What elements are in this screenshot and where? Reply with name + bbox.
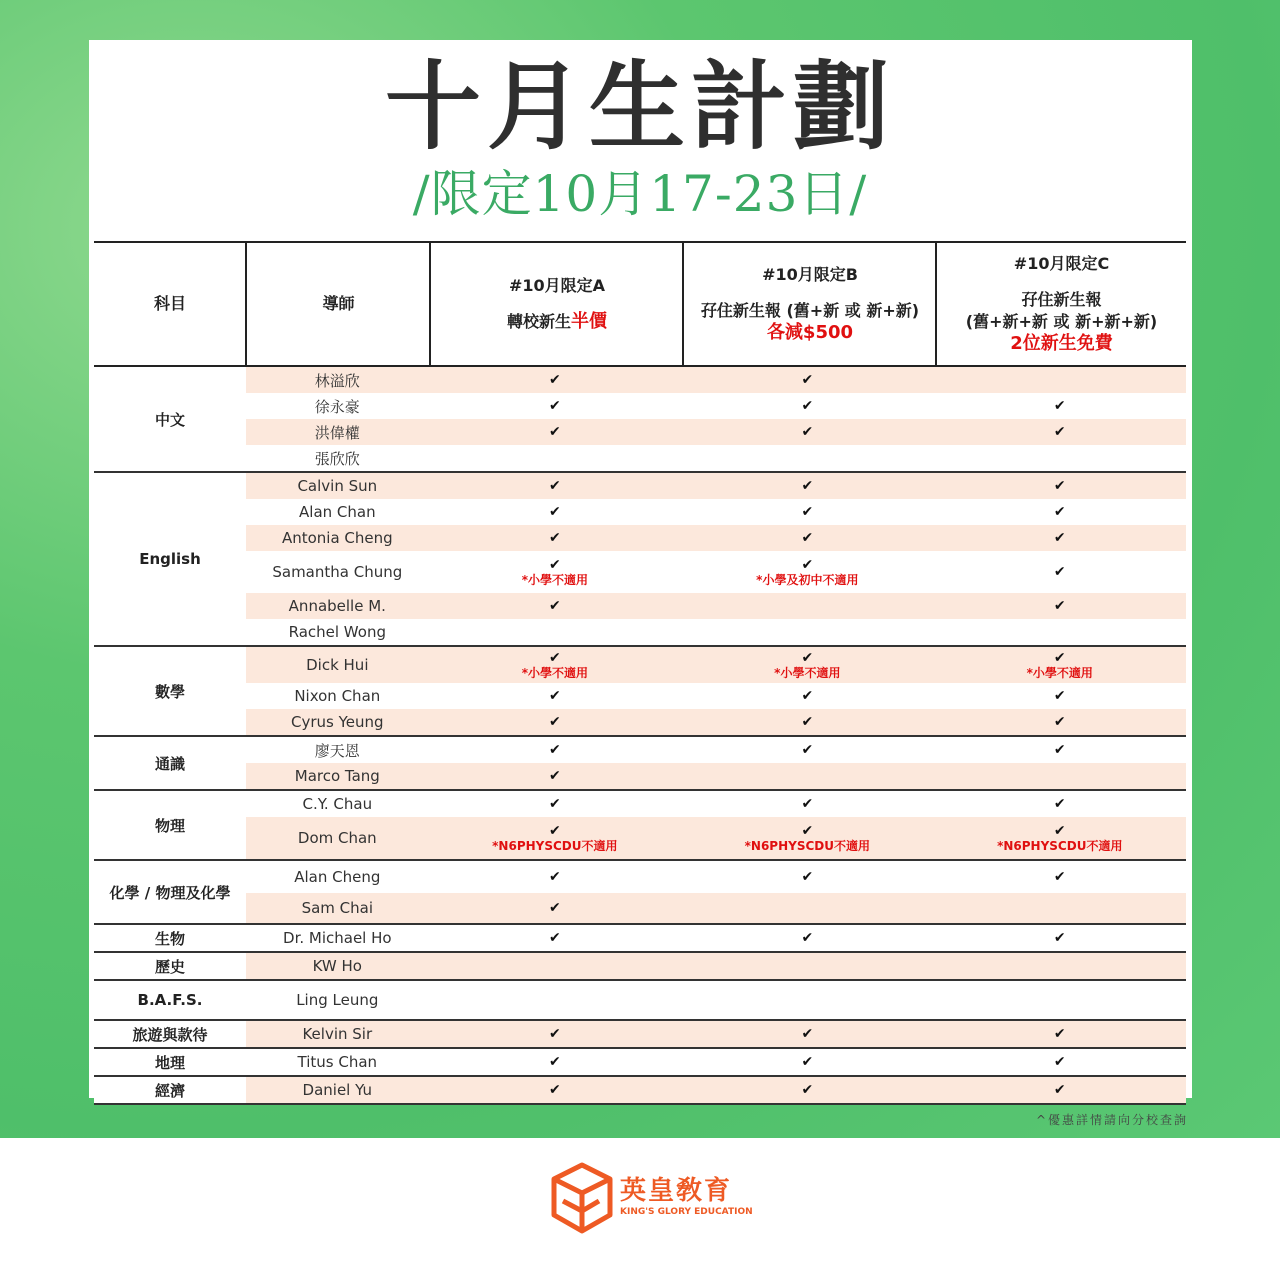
plan-a-cell — [429, 531, 681, 546]
exclusion-note: *N6PHYSCDU不適用 — [492, 838, 618, 853]
tutor-name: Nixon Chan — [294, 687, 381, 705]
check-icon: ✔ — [801, 1081, 814, 1098]
table-row — [246, 709, 1186, 735]
check-icon: ✔ — [548, 741, 561, 758]
plan-a-cell — [429, 1027, 681, 1042]
plan-a-cell — [429, 689, 681, 704]
plan-c-cell — [934, 931, 1186, 946]
plan-c-cell — [934, 715, 1186, 730]
check-icon: ✔ — [801, 649, 814, 666]
check-icon: ✔ — [801, 713, 814, 730]
subject-group — [94, 953, 1186, 981]
plan-b-cell — [681, 797, 933, 812]
plan-a-cell — [429, 715, 681, 730]
table-row — [246, 1049, 1186, 1075]
subject-group — [94, 647, 1186, 737]
subject-label: 生物 — [94, 925, 246, 951]
plan-c-cell — [934, 797, 1186, 812]
header-plan-b: #10月限定B 孖住新生報 (舊+新 或 新+新) 各減$500 — [700, 265, 920, 343]
check-icon: ✔ — [548, 477, 561, 494]
logo-text — [620, 1176, 753, 1218]
check-icon: ✔ — [1053, 503, 1066, 520]
check-icon: ✔ — [801, 503, 814, 520]
subject-group — [94, 473, 1186, 647]
check-icon: ✔ — [1053, 423, 1066, 440]
tutor-name: Ling Leung — [296, 991, 379, 1009]
subject-group — [94, 925, 1186, 953]
subject-label: 數學 — [94, 647, 246, 735]
plan-b-cell — [681, 931, 933, 946]
plan-c-cell — [934, 599, 1186, 614]
plan-a-cell — [429, 870, 681, 885]
subject-label: 旅遊與款待 — [94, 1021, 246, 1047]
plan-b-cell — [681, 373, 933, 388]
check-icon: ✔ — [1053, 477, 1066, 494]
table-row — [246, 367, 1186, 393]
check-icon: ✔ — [548, 1025, 561, 1042]
check-icon: ✔ — [548, 767, 561, 784]
tutor-name: Annabelle M. — [288, 597, 386, 615]
check-icon: ✔ — [1053, 741, 1066, 758]
subject-group — [94, 791, 1186, 861]
plan-a-cell — [429, 797, 681, 812]
subject-label: 通識 — [94, 737, 246, 789]
check-icon: ✔ — [1053, 868, 1066, 885]
table-row — [246, 525, 1186, 551]
check-icon: ✔ — [1053, 929, 1066, 946]
plan-c-cell — [934, 1083, 1186, 1098]
plan-b-cell — [681, 743, 933, 758]
plan-a-cell — [429, 399, 681, 414]
subject-label: 中文 — [94, 367, 246, 471]
tutor-name: 林溢欣 — [314, 371, 360, 390]
check-icon: ✔ — [801, 741, 814, 758]
plan-c-cell — [934, 565, 1186, 580]
tutor-name: Kelvin Sir — [302, 1025, 373, 1043]
plan-a-cell — [429, 1083, 681, 1098]
page-subtitle: /限定10月17-23日/ — [412, 165, 868, 223]
check-icon: ✔ — [801, 1053, 814, 1070]
check-icon: ✔ — [548, 713, 561, 730]
tutor-name: Titus Chan — [297, 1053, 378, 1071]
plan-c-cell — [934, 399, 1186, 414]
check-icon: ✔ — [548, 503, 561, 520]
plan-b-cell — [681, 399, 933, 414]
check-icon: ✔ — [1053, 563, 1066, 580]
check-icon: ✔ — [801, 822, 814, 839]
check-icon: ✔ — [548, 397, 561, 414]
check-icon: ✔ — [1053, 597, 1066, 614]
plan-b-cell — [681, 870, 933, 885]
plan-a-cell — [429, 901, 681, 916]
table-row — [246, 981, 1186, 1019]
subject-group — [94, 367, 1186, 473]
check-icon: ✔ — [548, 649, 561, 666]
subject-group — [94, 861, 1186, 925]
table-row — [246, 791, 1186, 817]
plan-b-cell — [681, 1055, 933, 1070]
check-icon: ✔ — [801, 687, 814, 704]
check-icon: ✔ — [548, 597, 561, 614]
subject-label: 地理 — [94, 1049, 246, 1075]
check-icon: ✔ — [1053, 529, 1066, 546]
plan-c-cell — [934, 689, 1186, 704]
exclusion-note: *小學不適用 — [521, 665, 588, 680]
plan-a-cell — [429, 743, 681, 758]
check-icon: ✔ — [548, 687, 561, 704]
plan-c-cell — [934, 505, 1186, 520]
exclusion-note: *N6PHYSCDU不適用 — [744, 838, 870, 853]
check-icon: ✔ — [801, 868, 814, 885]
table-row — [246, 499, 1186, 525]
plan-c-cell — [934, 651, 1186, 680]
check-icon: ✔ — [548, 822, 561, 839]
exclusion-note: *小學不適用 — [774, 665, 841, 680]
subject-label: 歷史 — [94, 953, 246, 979]
table-row — [246, 1077, 1186, 1103]
tutor-name: Daniel Yu — [302, 1081, 373, 1099]
check-icon: ✔ — [548, 795, 561, 812]
check-icon: ✔ — [801, 795, 814, 812]
tutor-name: Calvin Sun — [297, 477, 378, 495]
tutor-name: 洪偉權 — [314, 423, 360, 442]
table-row — [246, 619, 1186, 645]
plan-a-cell — [429, 931, 681, 946]
subject-group — [94, 1077, 1186, 1105]
check-icon: ✔ — [548, 1081, 561, 1098]
subject-label: 物理 — [94, 791, 246, 859]
tutor-name: Dr. Michael Ho — [283, 929, 392, 947]
check-icon: ✔ — [1053, 397, 1066, 414]
check-icon: ✔ — [548, 1053, 561, 1070]
check-icon: ✔ — [1053, 822, 1066, 839]
table-row — [246, 1021, 1186, 1047]
check-icon: ✔ — [548, 423, 561, 440]
header-tutor: 導師 — [322, 294, 355, 313]
table-row — [246, 683, 1186, 709]
exclusion-note: *小學不適用 — [1026, 665, 1093, 680]
plan-c-cell — [934, 479, 1186, 494]
plan-c-cell — [934, 743, 1186, 758]
table-row — [246, 445, 1186, 471]
exclusion-note: *N6PHYSCDU不適用 — [997, 838, 1123, 853]
subject-label: English — [94, 473, 246, 645]
tutor-name: Dom Chan — [297, 829, 377, 847]
check-icon: ✔ — [548, 929, 561, 946]
plan-a-cell — [429, 651, 681, 680]
plan-c-cell — [934, 1055, 1186, 1070]
tutor-name: 徐永豪 — [314, 397, 360, 416]
check-icon: ✔ — [1053, 1053, 1066, 1070]
check-icon: ✔ — [1053, 795, 1066, 812]
table-body — [94, 367, 1186, 1105]
plan-table — [94, 241, 1186, 1105]
subject-label: 化學 / 物理及化學 — [94, 861, 246, 923]
page-title: 十月生計劃 — [385, 50, 895, 163]
plan-b-cell — [681, 505, 933, 520]
plan-a-cell — [429, 505, 681, 520]
check-icon: ✔ — [801, 477, 814, 494]
table-row — [246, 953, 1186, 979]
plan-b-cell — [681, 425, 933, 440]
tutor-name: Samantha Chung — [272, 563, 403, 581]
plan-b-cell — [681, 824, 933, 853]
table-row — [246, 551, 1186, 593]
plan-c-cell — [934, 824, 1186, 853]
plan-c-cell — [934, 870, 1186, 885]
table-row — [246, 737, 1186, 763]
tutor-name: Cyrus Yeung — [291, 713, 384, 731]
plan-a-cell — [429, 1055, 681, 1070]
tutor-name: Dick Hui — [306, 656, 369, 674]
table-row — [246, 593, 1186, 619]
plan-b-cell — [681, 558, 933, 587]
tutor-name: KW Ho — [312, 957, 362, 975]
check-icon: ✔ — [801, 1025, 814, 1042]
subject-group — [94, 737, 1186, 791]
exclusion-note: *小學不適用 — [521, 572, 588, 587]
table-row — [246, 647, 1186, 683]
table-row — [246, 861, 1186, 893]
table-row — [246, 893, 1186, 923]
tutor-name: Marco Tang — [294, 767, 380, 785]
tutor-name: Alan Cheng — [294, 868, 381, 886]
tutor-name: 張欣欣 — [314, 449, 360, 468]
tutor-name: Sam Chai — [301, 899, 374, 917]
subject-group — [94, 1049, 1186, 1077]
plan-a-cell — [429, 558, 681, 587]
check-icon: ✔ — [1053, 1081, 1066, 1098]
plan-c-cell — [934, 425, 1186, 440]
subject-group — [94, 981, 1186, 1021]
header-plan-a: #10月限定A 轉校新生半價 — [506, 276, 607, 332]
plan-a-cell — [429, 479, 681, 494]
subject-label: B.A.F.S. — [94, 981, 246, 1019]
check-icon: ✔ — [801, 529, 814, 546]
check-icon: ✔ — [1053, 649, 1066, 666]
check-icon: ✔ — [548, 868, 561, 885]
tutor-name: 廖天恩 — [314, 741, 360, 760]
check-icon: ✔ — [801, 371, 814, 388]
tutor-name: C.Y. Chau — [302, 795, 373, 813]
plan-a-cell — [429, 769, 681, 784]
plan-b-cell — [681, 479, 933, 494]
check-icon: ✔ — [1053, 713, 1066, 730]
plan-a-cell — [429, 824, 681, 853]
check-icon: ✔ — [801, 397, 814, 414]
table-row — [246, 925, 1186, 951]
check-icon: ✔ — [1053, 687, 1066, 704]
check-icon: ✔ — [548, 556, 561, 573]
logo-chinese: 英皇敎育 — [620, 1176, 733, 1206]
tutor-name: Alan Chan — [299, 503, 376, 521]
plan-a-cell — [429, 373, 681, 388]
check-icon: ✔ — [548, 899, 561, 916]
check-icon: ✔ — [1053, 1025, 1066, 1042]
plan-b-cell — [681, 1027, 933, 1042]
footnote: ^優惠詳情請向分校查詢 — [1035, 1113, 1188, 1127]
plan-b-cell — [681, 689, 933, 704]
table-row — [246, 419, 1186, 445]
check-icon: ✔ — [548, 371, 561, 388]
plan-a-cell — [429, 599, 681, 614]
exclusion-note: *小學及初中不適用 — [756, 572, 859, 587]
check-icon: ✔ — [801, 929, 814, 946]
header-plan-c: #10月限定C 孖住新生報 (舊+新+新 或 新+新+新) 2位新生免費 — [965, 254, 1158, 354]
header-subject: 科目 — [153, 294, 186, 313]
table-row — [246, 763, 1186, 789]
plan-c-cell — [934, 1027, 1186, 1042]
table-row — [246, 393, 1186, 419]
tutor-name: Antonia Cheng — [281, 529, 393, 547]
check-icon: ✔ — [548, 529, 561, 546]
check-icon: ✔ — [801, 556, 814, 573]
plan-b-cell — [681, 531, 933, 546]
table-header — [94, 241, 1186, 367]
plan-b-cell — [681, 651, 933, 680]
table-row — [246, 817, 1186, 859]
plan-c-cell — [934, 531, 1186, 546]
plan-a-cell — [429, 425, 681, 440]
plan-b-cell — [681, 1083, 933, 1098]
plan-b-cell — [681, 715, 933, 730]
check-icon: ✔ — [801, 423, 814, 440]
tutor-name: Rachel Wong — [288, 623, 386, 641]
logo-english: KING'S GLORY EDUCATION — [620, 1207, 753, 1217]
subject-label: 經濟 — [94, 1077, 246, 1103]
table-row — [246, 473, 1186, 499]
subject-group — [94, 1021, 1186, 1049]
